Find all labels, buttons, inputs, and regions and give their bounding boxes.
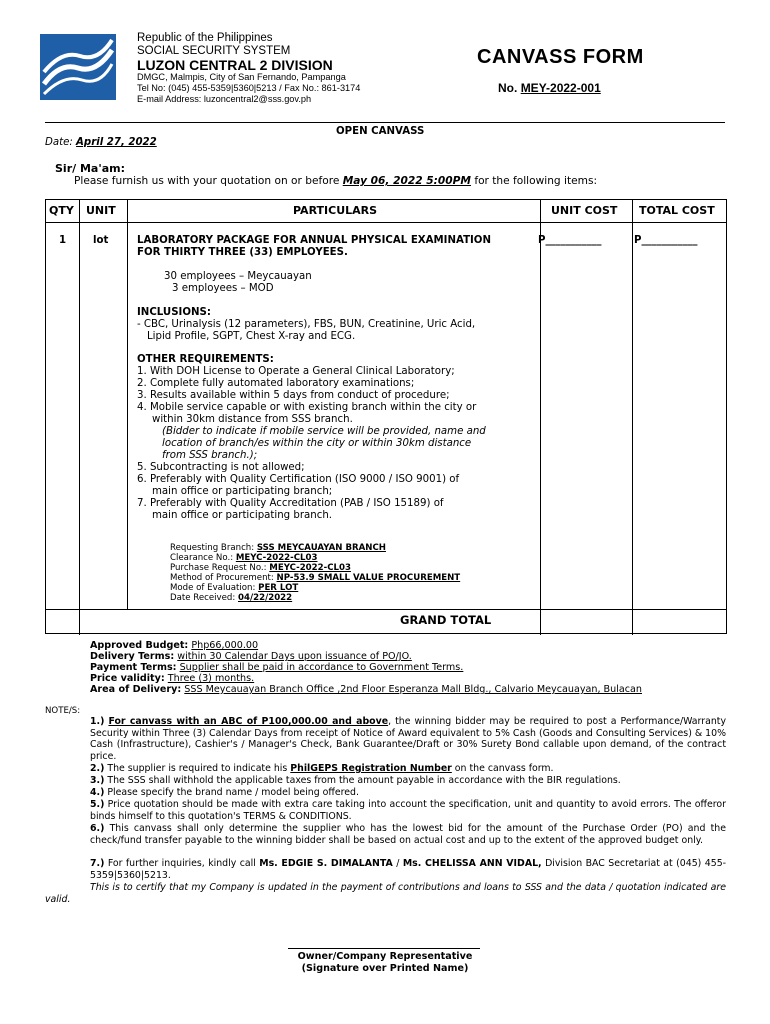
term-value: Supplier shall be paid in accordance to Government Terms. [179, 662, 464, 673]
note-text: Division BAC Secretariat at (045) 455-5359|5360|5213. [90, 858, 727, 881]
particulars-header: PARTICULARS [293, 204, 378, 217]
total-cost-blank: P___________ [634, 235, 698, 246]
note-number: 2.) [90, 763, 105, 774]
col-divider [79, 200, 80, 635]
detail-value: MEYC-2022-CL03 [235, 553, 318, 563]
detail-value: PER LOT [258, 583, 299, 593]
term-label: Payment Terms: [90, 662, 177, 673]
requirement-line: 3. Results available within 5 days from conduct of procedure; [137, 390, 450, 401]
detail-line [170, 543, 386, 553]
form-number-value: MEY-2022-001 [520, 81, 601, 95]
detail-line [170, 593, 292, 603]
unit-cost-header: UNIT COST [551, 204, 618, 217]
note-number: 4.) [90, 787, 105, 798]
note-text: , the winning bidder may be required to post a Performance/Warranty Security within Three (3) Calendar Days from receipt of Notice of Award equivalent to 5% Cash (Goods and Consulting Services) & 10% Cash (Infrastructure), Cashier's / Manager's Check, Bank Guarantee/Draft or 30% Surety Bond callable upon demand, of the contract price. [90, 716, 726, 763]
unit-cost-blank: P___________ [538, 235, 602, 246]
unit-header: UNIT [86, 204, 116, 217]
salutation: Sir/ Ma'am: [55, 162, 125, 175]
other-requirements-label: OTHER REQUIREMENTS: [137, 354, 274, 365]
item-qty: 1 [59, 235, 67, 246]
note-text: on the canvass form. [454, 763, 554, 774]
approved-budget [90, 640, 258, 652]
delivery-terms [90, 651, 412, 663]
term-value: SSS Meycauayan Branch Office ,2nd Floor Esperanza Mall Bldg., Calvario Meycauayan, Bulacan [184, 684, 642, 695]
agency-name: SOCIAL SECURITY SYSTEM [137, 45, 291, 57]
price-validity [90, 673, 254, 685]
note-7 [90, 858, 726, 881]
sss-logo-icon [40, 34, 116, 100]
employees-line: 30 employees – Meycauayan [164, 271, 312, 282]
detail-line [170, 583, 298, 593]
requirement-line: within 30km distance from SSS branch. [152, 414, 353, 425]
signature-subtitle: (Signature over Printed Name) [301, 963, 469, 974]
detail-line [170, 553, 317, 563]
detail-line [170, 563, 351, 573]
note-3 [90, 775, 726, 787]
header-row-divider [46, 222, 726, 223]
requirement-line: 4. Mobile service capable or with existing branch within the city or [137, 402, 477, 413]
note-text: / [396, 858, 400, 869]
area-of-delivery [90, 684, 642, 696]
form-number-label: No. [498, 81, 518, 95]
term-value: Three (3) months. [167, 673, 255, 684]
total-row-divider [46, 609, 726, 610]
item-unit: lot [93, 235, 109, 246]
detail-label: Purchase Request No.: [170, 563, 267, 573]
detail-label: Requesting Branch: [170, 543, 255, 553]
note-number: 1.) [90, 716, 105, 727]
note-4 [90, 787, 726, 799]
note-1 [90, 716, 726, 763]
note-text: The SSS shall withhold the applicable taxes from the amount payable in accordance with the BIR regulations. [107, 775, 621, 786]
requirement-line: 5. Subcontracting is not allowed; [137, 462, 305, 473]
request-prefix: Please furnish us with your quotation on or before [74, 175, 340, 187]
detail-value: 04/22/2022 [238, 593, 293, 603]
note-number: 6.) [90, 823, 105, 834]
date-label: Date: [45, 137, 73, 148]
col-divider [127, 200, 128, 609]
note-emphasis: PhilGEPS Registration Number [290, 763, 452, 774]
requirement-line: main office or participating branch. [152, 510, 333, 521]
col-divider [540, 200, 541, 635]
note-number: 7.) [90, 858, 105, 869]
detail-label: Method of Procurement: [170, 573, 274, 583]
requirement-line: main office or participating branch; [152, 486, 333, 497]
detail-line [170, 573, 460, 583]
requirement-note: from SSS branch.); [162, 450, 258, 461]
republic-text: Republic of the Philippines [137, 32, 273, 44]
requirement-note: (Bidder to indicate if mobile service will be provided, name and [162, 426, 486, 437]
detail-value: NP-53.9 SMALL VALUE PROCUREMENT [276, 573, 461, 583]
detail-label: Clearance No.: [170, 553, 234, 563]
office-email: E-mail Address: luzoncentral2@sss.gov.ph [137, 94, 312, 104]
term-value: within 30 Calendar Days upon issuance of PO/JO. [177, 651, 412, 662]
requirement-line: 1. With DOH License to Operate a General Clinical Laboratory; [137, 366, 455, 377]
note-text: For further inquiries, kindly call [107, 858, 256, 869]
detail-value: MEYC-2022-CL03 [269, 563, 351, 573]
detail-label: Date Received: [170, 593, 236, 603]
header-divider [45, 122, 725, 123]
office-phone: Tel No: (045) 455-5359|5360|5213 / Fax No.: 861-3174 [137, 83, 361, 93]
date-line [45, 137, 157, 149]
term-value: Php66,000.00 [191, 640, 259, 651]
note-number: 5.) [90, 799, 105, 810]
notes-label: NOTE/S: [45, 706, 81, 716]
division-name: LUZON CENTRAL 2 DIVISION [137, 57, 333, 73]
payment-terms [90, 662, 463, 674]
signature-title: Owner/Company Representative [297, 951, 473, 962]
inclusions-label: INCLUSIONS: [137, 307, 211, 318]
date-value: April 27, 2022 [76, 137, 157, 148]
contact-name: Ms. EDGIE S. DIMALANTA [259, 858, 393, 869]
note-emphasis: For canvass with an ABC of P100,000.00 and above [108, 716, 389, 727]
detail-value: SSS MEYCAUAYAN BRANCH [256, 543, 386, 553]
note-5 [90, 799, 726, 822]
certification-text: This is to certify that my Company is updated in the payment of contributions and loans to SSS and the data / quotation indicated are valid. [45, 882, 726, 905]
term-label: Price validity: [90, 673, 165, 684]
detail-label: Mode of Evaluation: [170, 583, 256, 593]
requirement-line: 7. Preferably with Quality Accreditation (PAB / ISO 15189) of [137, 498, 444, 509]
form-number [498, 81, 601, 95]
office-address: DMGC, Malmpis, City of San Fernando, Pampanga [137, 72, 346, 82]
note-text: Price quotation should be made with extra care taking into account the specification, unit and quantity to avoid errors. The offeror binds himself to this quotation's TERMS & CONDITIONS. [90, 799, 726, 822]
note-6 [90, 823, 726, 846]
grand-total-label: GRAND TOTAL [400, 613, 492, 627]
item-title-line2: FOR THIRTY THREE (33) EMPLOYEES. [137, 247, 348, 258]
note-text: This canvass shall only determine the supplier who has the lowest bid for the amount of the Purchase Order (PO) and the check/fund transfer payable to the winning bidder shall be based on actual cost and up to the extent of the approved budget only. [90, 823, 726, 846]
total-cost-header: TOTAL COST [639, 204, 715, 217]
request-sentence [74, 175, 597, 187]
term-label: Approved Budget: [90, 640, 189, 651]
employees-line: 3 employees – MOD [172, 283, 274, 294]
requirement-note: location of branch/es within the city or within 30km distance [162, 438, 472, 449]
note-2 [90, 763, 726, 775]
items-table [45, 199, 727, 634]
qty-header: QTY [49, 204, 74, 217]
note-number: 3.) [90, 775, 105, 786]
signature-line [288, 948, 480, 949]
deadline: May 06, 2022 5:00PM [342, 175, 471, 187]
contact-name: Ms. CHELISSA ANN VIDAL, [402, 858, 542, 869]
col-divider [632, 200, 633, 635]
inclusions-line: Lipid Profile, SGPT, Chest X-ray and ECG. [147, 331, 356, 342]
request-suffix: for the following items: [474, 175, 598, 187]
form-title: CANVASS FORM [477, 46, 644, 68]
term-label: Area of Delivery: [90, 684, 182, 695]
note-text: Please specify the brand name / model being offered. [107, 787, 359, 798]
note-text: The supplier is required to indicate his [107, 763, 288, 774]
requirement-line: 2. Complete fully automated laboratory examinations; [137, 378, 415, 389]
term-label: Delivery Terms: [90, 651, 175, 662]
item-title-line1: LABORATORY PACKAGE FOR ANNUAL PHYSICAL EXAMINATION [137, 235, 491, 246]
inclusions-line: - CBC, Urinalysis (12 parameters), FBS, BUN, Creatinine, Uric Acid, [137, 319, 476, 330]
requirement-line: 6. Preferably with Quality Certification (ISO 9000 / ISO 9001) of [137, 474, 460, 485]
open-canvass-label: OPEN CANVASS [336, 126, 425, 137]
